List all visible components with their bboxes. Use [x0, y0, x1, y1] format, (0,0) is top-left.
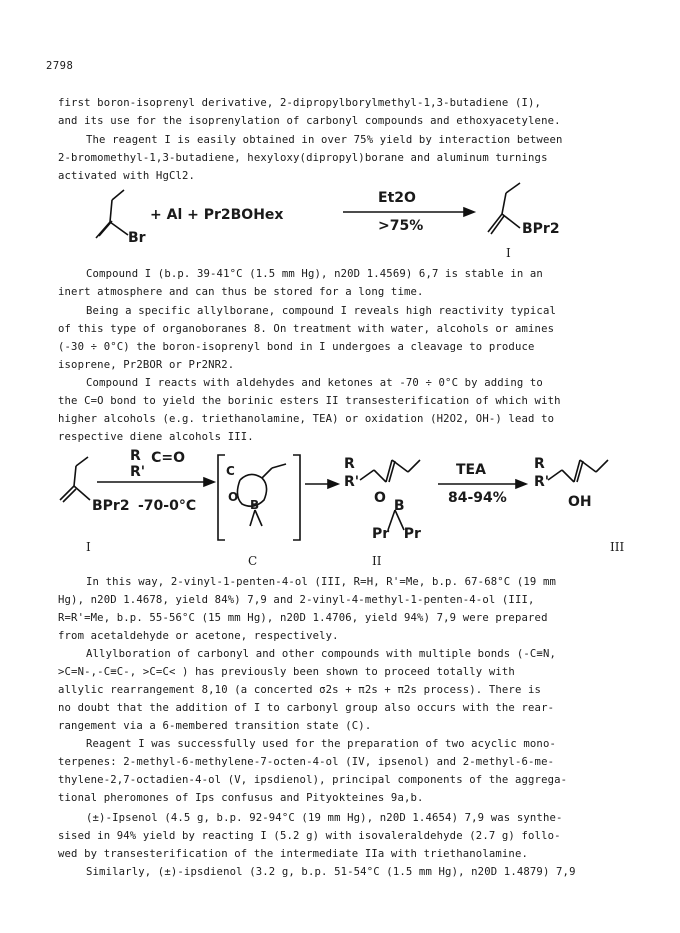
- text-line: respective diene alcohols III.: [58, 431, 254, 443]
- text-line: In this way, 2-vinyl-1-penten-4-ol (III, R=H, R'=Me, b.p. 67-68°C (19 mm: [86, 576, 557, 588]
- text-line: and its use for the isoprenylation of carbonyl compounds and ethoxyacetylene.: [58, 115, 561, 127]
- scheme1-br: Br: [128, 230, 146, 246]
- scheme1-product-group: BPr2: [522, 221, 560, 237]
- scheme2-label-I: I: [86, 540, 91, 554]
- text-line: tional pheromones of Ips confusus and Pityokteines 9a,b.: [58, 792, 424, 804]
- iii-r: R: [534, 456, 545, 472]
- text-line: 2-bromomethyl-1,3-butadiene, hexyloxy(dipropyl)borane and aluminum turnings: [58, 152, 548, 164]
- text-line: activated with HgCl2.: [58, 170, 196, 182]
- scheme1-below-arrow: >75%: [378, 218, 424, 234]
- text-line: sised in 94% yield by reacting I (5.2 g) with isovaleraldehyde (2.7 g) follo-: [58, 830, 561, 842]
- text-line: Being a specific allylborane, compound I reveals high reactivity typical: [86, 305, 557, 317]
- text-line: Compound I (b.p. 39-41°C (1.5 mm Hg), n20D 1.4569) 6,7 is stable in an: [86, 268, 543, 280]
- ii-ob: O B: [374, 490, 405, 514]
- scheme2-product-group: OH: [568, 494, 592, 510]
- text-line: R=R'=Me, b.p. 55-56°C (15 mm Hg), n20D 1.4706, yield 94%) 7,9 were prepared: [58, 612, 548, 624]
- scheme1-above-arrow: Et2O: [378, 190, 416, 206]
- text-line: isoprene, Pr2BOR or Pr2NR2.: [58, 359, 235, 371]
- text-line: allylic rearrangement 8,10 (a concerted σ2s + π2s + π2s process). There is: [58, 684, 542, 696]
- text-line: first boron-isoprenyl derivative, 2-dipropylborylmethyl-1,3-butadiene (I),: [58, 97, 542, 109]
- scheme2-below-arrow: 84-94%: [448, 490, 507, 506]
- scheme2-above-arrow: TEA: [456, 462, 486, 478]
- text-line: of this type of organoboranes 8. On treatment with water, alcohols or amines: [58, 323, 555, 335]
- scheme2-label-III: III: [610, 540, 625, 554]
- text-line: (±)-Ipsenol (4.5 g, b.p. 92-94°C (19 mm Hg), n20D 1.4654) 7,9 was synthe-: [86, 812, 563, 824]
- scheme2-label-C: C: [248, 554, 258, 568]
- text-line: rangement via a 6-membered transition state (C).: [58, 720, 372, 732]
- iii-r-prime: R': [534, 474, 550, 490]
- text-line: (-30 ÷ 0°C) the boron-isoprenyl bond in I undergoes a cleavage to produce: [58, 341, 535, 353]
- text-line: >C=N-,-C≡C-, >C=C< ) has previously been shown to proceed totally with: [58, 666, 515, 678]
- text-line: terpenes: 2-methyl-6-methylene-7-octen-4-ol (IV, ipsenol) and 2-methyl-6-me-: [58, 756, 555, 768]
- text-line: the C=O bond to yield the borinic esters II transesterification of which with: [58, 395, 561, 407]
- scheme2-conditions: -70-0°C: [138, 498, 197, 514]
- ii-pr-groups: Pr Pr: [372, 526, 421, 542]
- text-line: thylene-2,7-octadien-4-ol (V, ipsdienol), principal components of the aggrega-: [58, 774, 568, 786]
- scheme2-label-II: II: [372, 554, 382, 568]
- text-line: The reagent I is easily obtained in over 75% yield by interaction between: [86, 134, 563, 146]
- text-line: Compound I reacts with aldehydes and ketones at -70 ÷ 0°C by adding to: [86, 377, 543, 389]
- ii-r: R: [344, 456, 355, 472]
- text-line: Allylboration of carbonyl and other compounds with multiple bonds (-C≡N,: [86, 648, 557, 660]
- page-number: 2798: [46, 60, 74, 72]
- text-line: Reagent I was successfully used for the preparation of two acyclic mono-: [86, 738, 557, 750]
- ts-oxygen: O: [228, 490, 239, 504]
- text-line: wed by transesterification of the intermediate IIa with triethanolamine.: [58, 848, 529, 860]
- scheme1-reagents: + Al + Pr2BOHex: [150, 207, 284, 223]
- ts-carbon: C: [226, 464, 235, 478]
- scheme2-reactant-group: BPr2: [92, 498, 130, 514]
- text-line: inert atmosphere and can thus be stored for a long time.: [58, 286, 424, 298]
- text-line: no doubt that the addition of I to carbonyl group also occurs with the rear-: [58, 702, 555, 714]
- ts-boron: B: [250, 498, 260, 512]
- text-line: Hg), n20D 1.4678, yield 84%) 7,9 and 2-vinyl-4-methyl-1-penten-4-ol (III,: [58, 594, 535, 606]
- ii-r-prime: R': [344, 474, 360, 490]
- text-line: Similarly, (±)-ipsdienol (3.2 g, b.p. 51-54°C (1.5 mm Hg), n20D 1.4879) 7,9: [86, 866, 576, 878]
- text-line: from acetaldehyde or acetone, respectively.: [58, 630, 339, 642]
- text-line: higher alcohols (e.g. triethanolamine, TEA) or oxidation (H2O2, OH-) lead to: [58, 413, 555, 425]
- scheme1-label-I: I: [506, 246, 511, 260]
- scheme2-carbonyl-reagent: R R'C=O: [130, 448, 185, 480]
